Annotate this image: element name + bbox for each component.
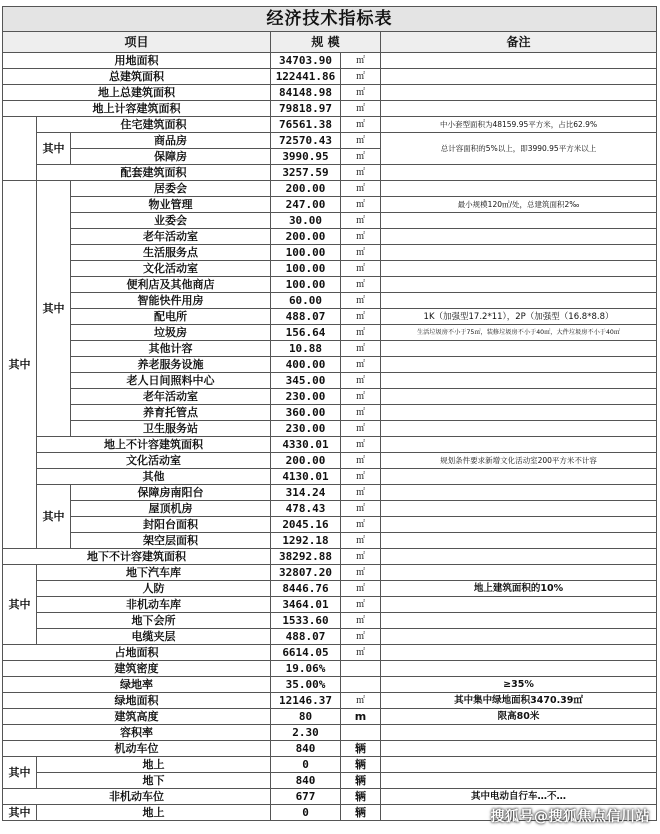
table-row	[3, 133, 657, 149]
row-note	[381, 277, 657, 293]
row-note	[381, 245, 657, 261]
row-value: 156.64	[271, 325, 341, 341]
row-label: 非机动车位	[3, 789, 271, 805]
row-label: 老年活动室	[71, 229, 271, 245]
row-unit: ㎡	[341, 309, 381, 325]
row-label: 文化活动室	[37, 453, 271, 469]
row-label: 地上	[37, 805, 271, 821]
row-value: 314.24	[271, 485, 341, 501]
table-row	[3, 213, 657, 229]
row-unit: ㎡	[341, 213, 381, 229]
row-value: 345.00	[271, 373, 341, 389]
table-row	[3, 309, 657, 325]
row-note	[381, 357, 657, 373]
table-row	[3, 693, 657, 709]
table-row	[3, 69, 657, 85]
row-note: 其中集中绿地面积3470.39㎡	[381, 693, 657, 709]
row-value: 3464.01	[271, 597, 341, 613]
row-unit: ㎡	[341, 693, 381, 709]
row-value: 840	[271, 741, 341, 757]
row-value: 840	[271, 773, 341, 789]
table-row	[3, 405, 657, 421]
row-value: 84148.98	[271, 85, 341, 101]
row-note	[381, 421, 657, 437]
table-row	[3, 485, 657, 501]
row-unit: ㎡	[341, 629, 381, 645]
row-label: 地下汽车库	[37, 565, 271, 581]
row-unit: ㎡	[341, 501, 381, 517]
group-label: 其中	[3, 565, 37, 645]
row-note	[381, 773, 657, 789]
row-unit: ㎡	[341, 357, 381, 373]
row-label: 地上不计容建筑面积	[37, 437, 271, 453]
row-label: 电缆夹层	[37, 629, 271, 645]
row-value: 200.00	[271, 229, 341, 245]
row-note	[381, 229, 657, 245]
row-value: 35.00%	[271, 677, 341, 693]
row-value: 100.00	[271, 277, 341, 293]
indicator-table	[2, 6, 657, 821]
row-unit: 辆	[341, 773, 381, 789]
row-value: 100.00	[271, 261, 341, 277]
row-value: 360.00	[271, 405, 341, 421]
table-row	[3, 469, 657, 485]
row-unit: ㎡	[341, 597, 381, 613]
table-row	[3, 533, 657, 549]
row-unit: 辆	[341, 789, 381, 805]
row-label: 建筑密度	[3, 661, 271, 677]
row-note	[381, 165, 657, 181]
row-note	[381, 533, 657, 549]
row-label: 容积率	[3, 725, 271, 741]
table-row	[3, 341, 657, 357]
row-unit: ㎡	[341, 469, 381, 485]
row-note	[381, 565, 657, 581]
table-row	[3, 517, 657, 533]
row-note	[381, 53, 657, 69]
row-label: 老人日间照料中心	[71, 373, 271, 389]
table-row	[3, 293, 657, 309]
row-value: 38292.88	[271, 549, 341, 565]
table-row	[3, 645, 657, 661]
row-value: 478.43	[271, 501, 341, 517]
row-value: 0	[271, 805, 341, 821]
row-label: 封阳台面积	[71, 517, 271, 533]
row-value: 230.00	[271, 421, 341, 437]
table-row	[3, 629, 657, 645]
row-note	[381, 517, 657, 533]
row-note: 规划条件要求新增文化活动室200平方米不计容	[381, 453, 657, 469]
row-unit: m	[341, 709, 381, 725]
row-value: 488.07	[271, 309, 341, 325]
row-label: 屋顶机房	[71, 501, 271, 517]
row-label: 非机动车库	[37, 597, 271, 613]
row-unit: ㎡	[341, 437, 381, 453]
row-note: 其中电动自行车…不…	[381, 789, 657, 805]
row-value: 10.88	[271, 341, 341, 357]
row-note	[381, 437, 657, 453]
row-unit: ㎡	[341, 533, 381, 549]
row-label: 住宅建筑面积	[37, 117, 271, 133]
row-value: 80	[271, 709, 341, 725]
table-row	[3, 389, 657, 405]
row-value: 4130.01	[271, 469, 341, 485]
row-note	[381, 485, 657, 501]
row-label: 地上计容建筑面积	[3, 101, 271, 117]
row-value: 230.00	[271, 389, 341, 405]
row-note	[381, 373, 657, 389]
row-unit: ㎡	[341, 405, 381, 421]
table-row	[3, 421, 657, 437]
row-label: 配电所	[71, 309, 271, 325]
row-value: 2045.16	[271, 517, 341, 533]
table-row	[3, 229, 657, 245]
row-value: 32807.20	[271, 565, 341, 581]
row-label: 生活服务点	[71, 245, 271, 261]
row-value: 6614.05	[271, 645, 341, 661]
row-label: 老年活动室	[71, 389, 271, 405]
group-label: 其中	[3, 181, 37, 549]
row-label: 文化活动室	[71, 261, 271, 277]
table-row	[3, 117, 657, 133]
table-row	[3, 101, 657, 117]
table-row	[3, 773, 657, 789]
title-row	[3, 7, 657, 32]
watermark: 搜狐号@搜狐焦点信川站	[490, 809, 650, 825]
row-label: 绿地率	[3, 677, 271, 693]
row-unit: ㎡	[341, 261, 381, 277]
table-row	[3, 245, 657, 261]
row-value: 488.07	[271, 629, 341, 645]
col-header-remark: 备注	[381, 32, 657, 53]
row-label: 地下	[37, 773, 271, 789]
row-note: 最小规模120㎡/处，总建筑面积2‰	[381, 197, 657, 213]
row-unit: ㎡	[341, 69, 381, 85]
row-value: 19.06%	[271, 661, 341, 677]
col-header-scale: 规 模	[271, 32, 381, 53]
row-note	[381, 597, 657, 613]
row-note	[381, 741, 657, 757]
row-note	[381, 85, 657, 101]
table-row	[3, 709, 657, 725]
row-unit: ㎡	[341, 181, 381, 197]
row-label: 机动车位	[3, 741, 271, 757]
row-label: 占地面积	[3, 645, 271, 661]
row-unit: ㎡	[341, 373, 381, 389]
row-note	[381, 181, 657, 197]
row-note: 中小套型面积为48159.95平方米，占比62.9%	[381, 117, 657, 133]
row-unit: ㎡	[341, 517, 381, 533]
table-row	[3, 613, 657, 629]
group-label: 其中	[3, 757, 37, 789]
table-row	[3, 757, 657, 773]
row-label: 地上总建筑面积	[3, 85, 271, 101]
table-row	[3, 741, 657, 757]
row-note	[381, 629, 657, 645]
row-unit: ㎡	[341, 197, 381, 213]
table-row	[3, 373, 657, 389]
row-note	[381, 101, 657, 117]
row-value: 1533.60	[271, 613, 341, 629]
table-row	[3, 277, 657, 293]
row-value: 30.00	[271, 213, 341, 229]
group-label: 其中	[37, 485, 71, 549]
row-unit: ㎡	[341, 645, 381, 661]
row-label: 保障房南阳台	[71, 485, 271, 501]
table-row	[3, 85, 657, 101]
row-unit: ㎡	[341, 341, 381, 357]
row-note	[381, 261, 657, 277]
row-label: 养育托管点	[71, 405, 271, 421]
row-unit: ㎡	[341, 421, 381, 437]
row-label: 人防	[37, 581, 271, 597]
row-label: 养老服务设施	[71, 357, 271, 373]
group-label: 其中	[3, 805, 37, 821]
row-note	[381, 341, 657, 357]
row-value: 122441.86	[271, 69, 341, 85]
row-label: 便利店及其他商店	[71, 277, 271, 293]
row-value: 34703.90	[271, 53, 341, 69]
table-row	[3, 325, 657, 341]
row-unit: ㎡	[341, 277, 381, 293]
row-value: 12146.37	[271, 693, 341, 709]
group-label: 其中	[37, 133, 71, 165]
row-note	[381, 645, 657, 661]
table-row	[3, 437, 657, 453]
row-unit: ㎡	[341, 165, 381, 181]
row-label: 总建筑面积	[3, 69, 271, 85]
row-note	[381, 661, 657, 677]
row-unit: ㎡	[341, 133, 381, 149]
row-note	[381, 725, 657, 741]
row-label: 其他计容	[71, 341, 271, 357]
row-unit: ㎡	[341, 485, 381, 501]
row-value: 2.30	[271, 725, 341, 741]
row-unit: ㎡	[341, 293, 381, 309]
row-value: 3990.95	[271, 149, 341, 165]
row-unit: ㎡	[341, 325, 381, 341]
row-value: 100.00	[271, 245, 341, 261]
row-label: 地上	[37, 757, 271, 773]
row-value: 76561.38	[271, 117, 341, 133]
table-row	[3, 261, 657, 277]
row-unit	[341, 661, 381, 677]
row-value: 200.00	[271, 181, 341, 197]
row-unit: 辆	[341, 805, 381, 821]
row-value: 3257.59	[271, 165, 341, 181]
table-row	[3, 677, 657, 693]
row-unit: ㎡	[341, 85, 381, 101]
row-note	[381, 213, 657, 229]
row-note: 地上建筑面积的10%	[381, 581, 657, 597]
row-value: 677	[271, 789, 341, 805]
row-unit: ㎡	[341, 53, 381, 69]
row-note: 限高80米	[381, 709, 657, 725]
row-note	[381, 757, 657, 773]
col-header-item: 项目	[3, 32, 271, 53]
group-label: 其中	[37, 181, 71, 437]
row-value: 0	[271, 757, 341, 773]
row-label: 保障房	[71, 149, 271, 165]
row-note: 1K（加强型17.2*11），2P（加强型（16.8*8.8）	[381, 309, 657, 325]
table-row	[3, 501, 657, 517]
row-unit: ㎡	[341, 581, 381, 597]
row-label: 垃圾房	[71, 325, 271, 341]
row-label: 地下不计容建筑面积	[3, 549, 271, 565]
group-label-blank	[3, 117, 37, 181]
row-unit	[341, 725, 381, 741]
table-row	[3, 789, 657, 805]
row-value: 200.00	[271, 453, 341, 469]
row-value: 8446.76	[271, 581, 341, 597]
table-row	[3, 661, 657, 677]
row-label: 其他	[37, 469, 271, 485]
row-unit: 辆	[341, 757, 381, 773]
row-note	[381, 389, 657, 405]
row-label: 业委会	[71, 213, 271, 229]
row-value: 247.00	[271, 197, 341, 213]
row-label: 智能快件用房	[71, 293, 271, 309]
row-note: 生活垃圾房不小于75㎡，装修垃圾房不小于40㎡，大件垃圾房不小于40㎡	[381, 325, 657, 341]
row-label: 地下会所	[37, 613, 271, 629]
row-label: 商品房	[71, 133, 271, 149]
table-row	[3, 453, 657, 469]
table-row	[3, 181, 657, 197]
row-label: 卫生服务站	[71, 421, 271, 437]
row-note: 总计容面积的5%以上，即3990.95平方米以上	[381, 133, 657, 165]
row-label: 用地面积	[3, 53, 271, 69]
row-unit: ㎡	[341, 453, 381, 469]
table-row	[3, 581, 657, 597]
row-value: 400.00	[271, 357, 341, 373]
row-unit: 辆	[341, 741, 381, 757]
row-note	[381, 501, 657, 517]
row-note	[381, 405, 657, 421]
row-label: 物业管理	[71, 197, 271, 213]
row-note	[381, 549, 657, 565]
row-unit: ㎡	[341, 229, 381, 245]
row-unit: ㎡	[341, 245, 381, 261]
header-row	[3, 32, 657, 53]
row-note	[381, 69, 657, 85]
table-row	[3, 53, 657, 69]
row-value: 1292.18	[271, 533, 341, 549]
row-label: 建筑高度	[3, 709, 271, 725]
table-row	[3, 549, 657, 565]
table-row	[3, 357, 657, 373]
row-value: 60.00	[271, 293, 341, 309]
table-row	[3, 165, 657, 181]
row-label: 架空层面积	[71, 533, 271, 549]
row-note: ≥35%	[381, 677, 657, 693]
table-row	[3, 197, 657, 213]
row-unit: ㎡	[341, 613, 381, 629]
row-unit: ㎡	[341, 101, 381, 117]
row-unit: ㎡	[341, 389, 381, 405]
row-label: 居委会	[71, 181, 271, 197]
row-unit: ㎡	[341, 549, 381, 565]
row-unit: ㎡	[341, 117, 381, 133]
row-value: 4330.01	[271, 437, 341, 453]
table-row	[3, 565, 657, 581]
row-note	[381, 293, 657, 309]
table-row	[3, 597, 657, 613]
row-label: 配套建筑面积	[37, 165, 271, 181]
row-unit	[341, 677, 381, 693]
row-unit: ㎡	[341, 565, 381, 581]
table-row	[3, 725, 657, 741]
page-title: 经济技术指标表	[3, 7, 657, 32]
row-label: 绿地面积	[3, 693, 271, 709]
row-note	[381, 469, 657, 485]
row-unit: ㎡	[341, 149, 381, 165]
row-note	[381, 613, 657, 629]
row-value: 79818.97	[271, 101, 341, 117]
row-value: 72570.43	[271, 133, 341, 149]
